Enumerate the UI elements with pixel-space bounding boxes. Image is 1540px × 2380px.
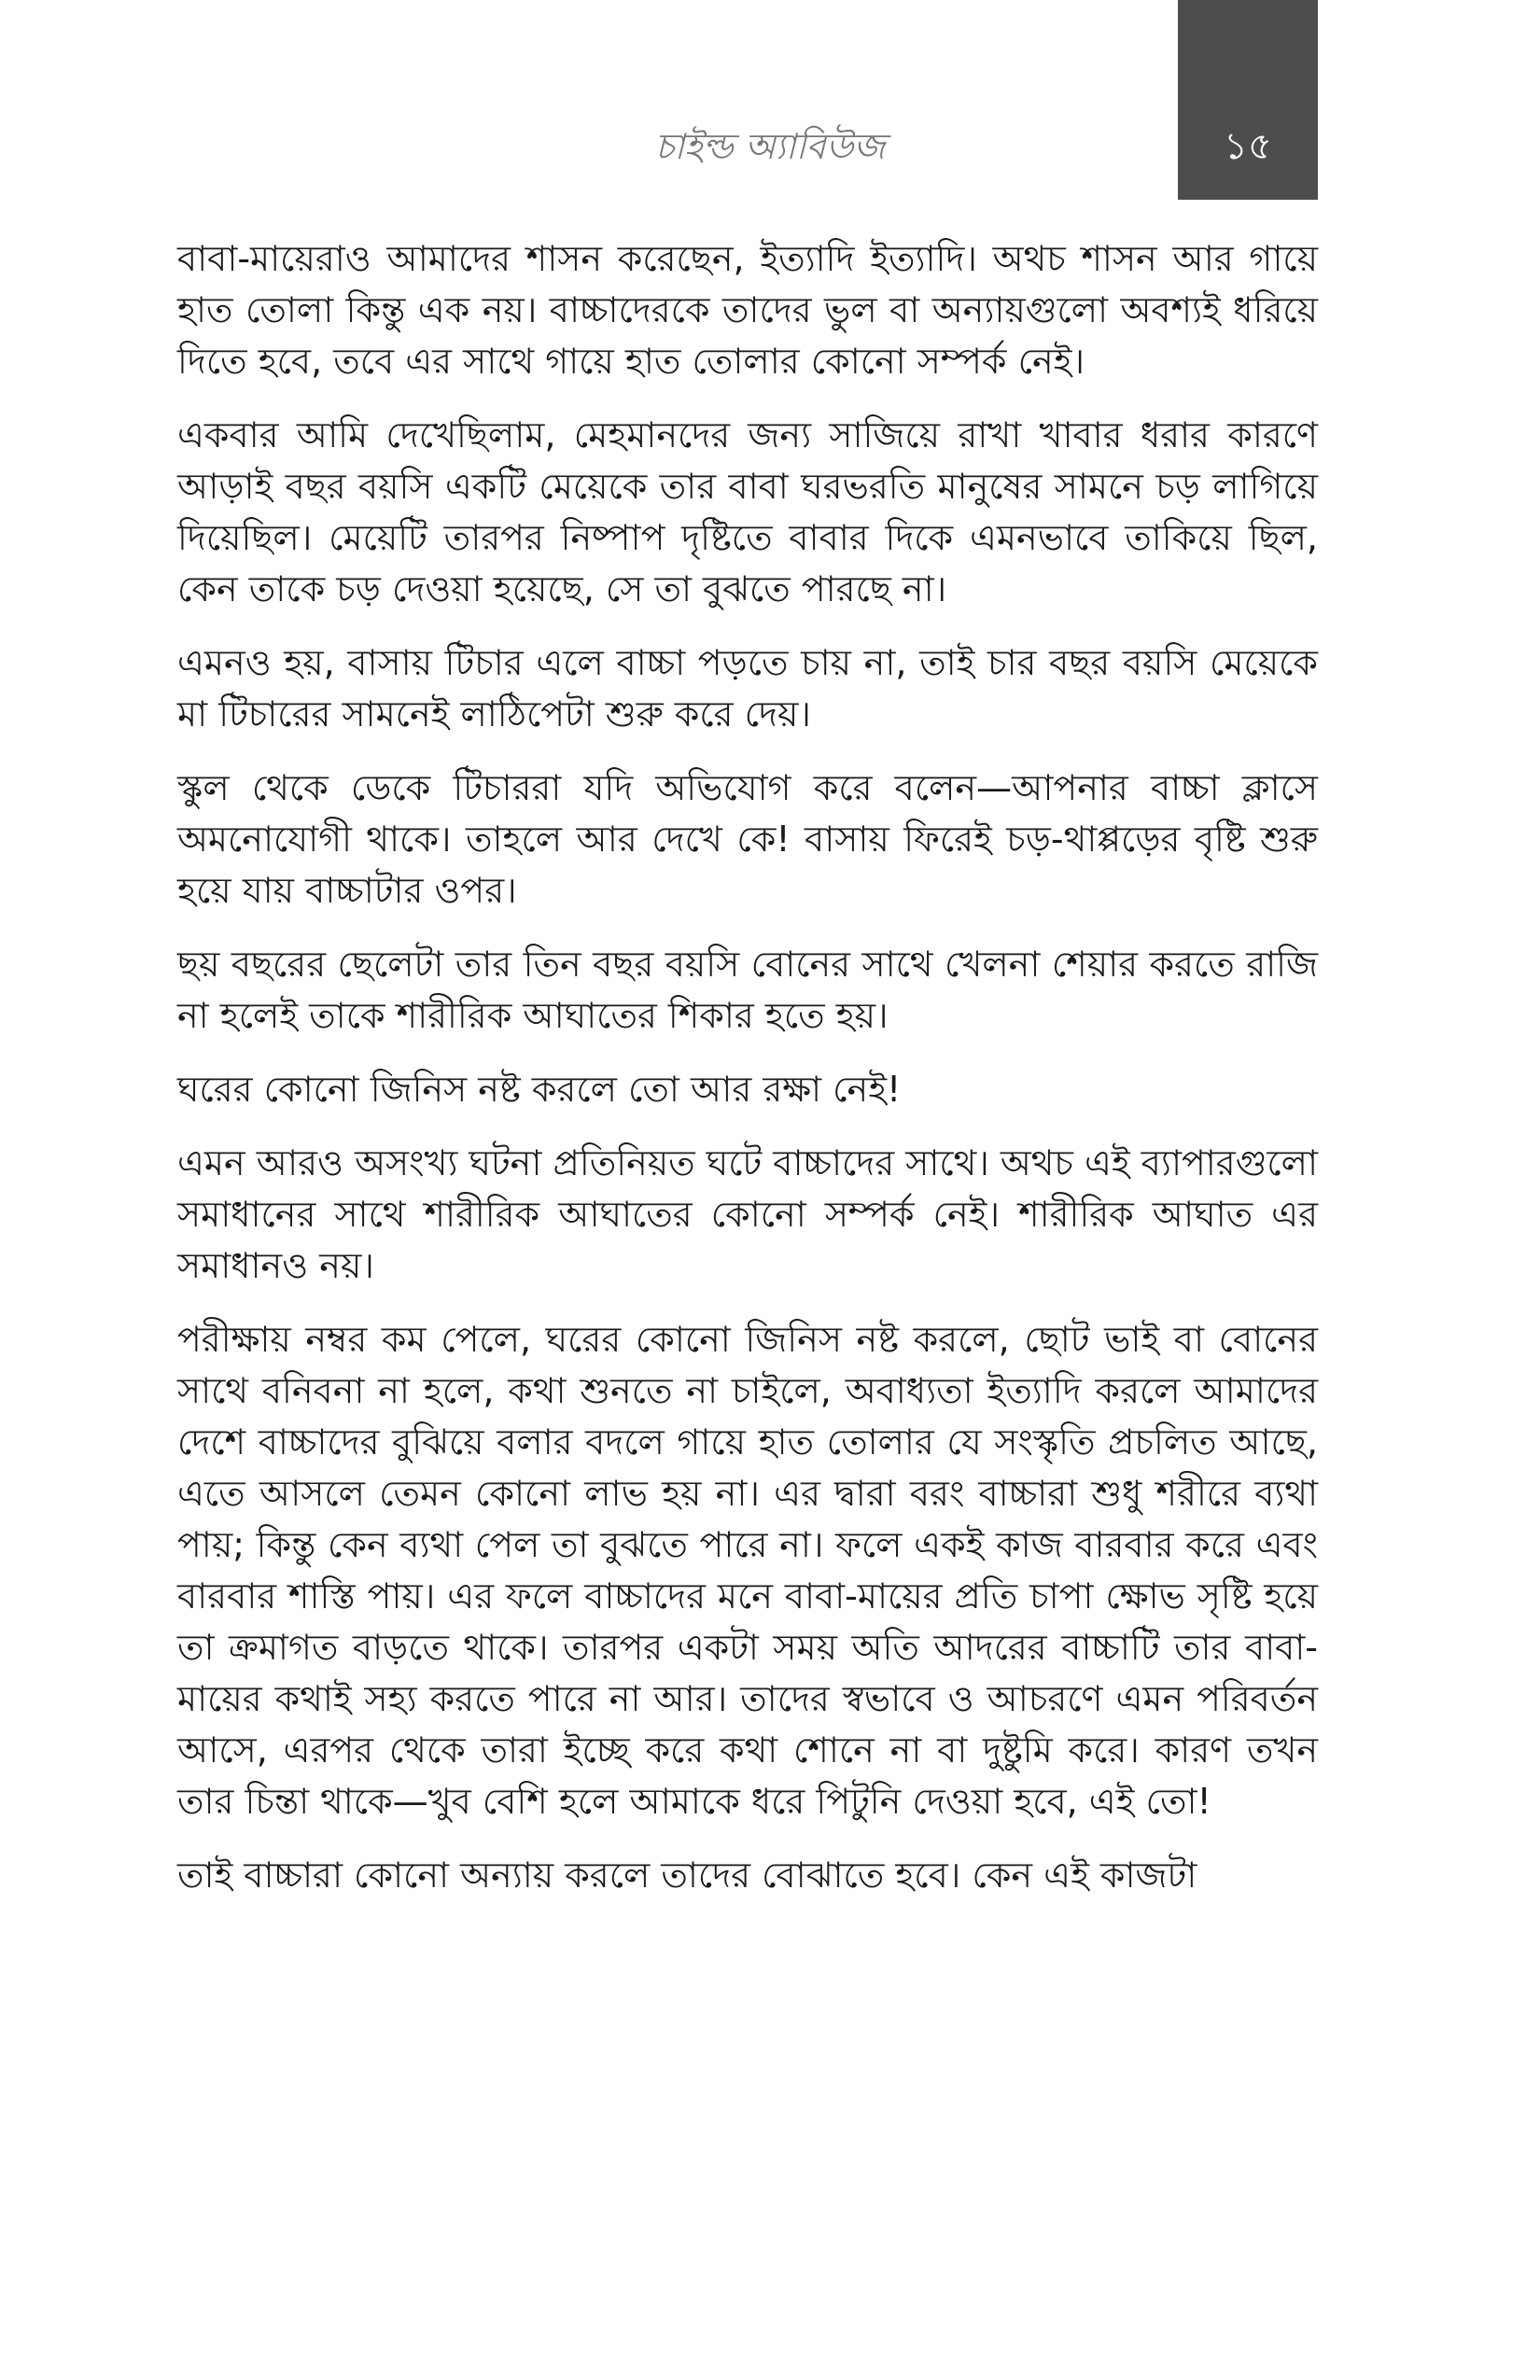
- paragraph: বাবা-মায়েরাও আমাদের শাসন করেছেন, ইত্যাদি ইত্যাদি। অথচ শাসন আর গায়ে হাত তোলা কিন্তু এক নয়। বাচ্চাদেরকে তাদের ভুল বা অন্যায়গুলো অবশ্যই ধরিয়ে দিতে হবে, তবে এর সাথে গায়ে হাত তোলার কোনো সম্পর্ক নেই।: [177, 238, 1318, 382]
- paragraph: ঘরের কোনো জিনিস নষ্ট করলে তো আর রক্ষা নেই!: [177, 1069, 902, 1110]
- running-header-title: চাইল্ড অ্যাবিউজ: [654, 126, 886, 167]
- body-text: [177, 233, 1318, 1924]
- page-number-tab: [1178, 0, 1318, 200]
- paragraph: একবার আমি দেখেছিলাম, মেহমানদের জন্য সাজিয়ে রাখা খাবার ধরার কারণে আড়াই বছর বয়সি একটি মেয়েকে তার বাবা ঘরভরতি মানুষের সামনে চড় লাগিয়ে দিয়েছিল। মেয়েটি তারপর নিষ্পাপ দৃষ্টিতে বাবার দিকে এমনভাবে তাকিয়ে ছিল, কেন তাকে চড় দেওয়া হয়েছে, সে তা বুঝতে পারছে না।: [177, 414, 1318, 609]
- paragraph: এমনও হয়, বাসায় টিচার এলে বাচ্চা পড়তে চায় না, তাই চার বছর বয়সি মেয়েকে মা টিচারের সামনেই লাঠিপেটা শুরু করে দেয়।: [177, 642, 1318, 735]
- paragraph: ছয় বছরের ছেলেটা তার তিন বছর বয়সি বোনের সাথে খেলনা শেয়ার করতে রাজি না হলেই তাকে শারীরিক আঘাতের শিকার হতে হয়।: [177, 944, 1318, 1036]
- page-number: ১৫: [1224, 125, 1272, 168]
- paragraph: এমন আরও অসংখ্য ঘটনা প্রতিনিয়ত ঘটে বাচ্চাদের সাথে। অথচ এই ব্যাপারগুলো সমাধানের সাথে শারীরিক আঘাতের কোনো সম্পর্ক নেই। শারীরিক আঘাত এর সমাধানও নয়।: [177, 1142, 1318, 1286]
- paragraph: স্কুল থেকে ডেকে টিচাররা যদি অভিযোগ করে বলেন—আপনার বাচ্চা ক্লাসে অমনোযোগী থাকে। তাহলে আর দেখে কে! বাসায় ফিরেই চড়-থাপ্পড়ের বৃষ্টি শুরু হয়ে যায় বাচ্চাটার ওপর।: [177, 767, 1318, 911]
- paragraph: তাই বাচ্চারা কোনো অন্যায় করলে তাদের বোঝাতে হবে। কেন এই কাজটা: [177, 1855, 1197, 1896]
- paragraph: পরীক্ষায় নম্বর কম পেলে, ঘরের কোনো জিনিস নষ্ট করলে, ছোট ভাই বা বোনের সাথে বনিবনা না হলে, কথা শুনতে না চাইলে, অবাধ্যতা ইত্যাদি করলে আমাদের দেশে বাচ্চাদের বুঝিয়ে বলার বদলে গায়ে হাত তোলার যে সংস্কৃতি প্রচলিত আছে, এতে আসলে তেমন কোনো লাভ হয় না। এর দ্বারা বরং বাচ্চারা শুধু শরীরে ব্যথা পায়; কিন্তু কেন ব্যথা পেল তা বুঝতে পারে না। ফলে একই কাজ বারবার করে এবং বারবার শাস্তি পায়। এর ফলে বাচ্চাদের মনে বাবা-মায়ের প্রতি চাপা ক্ষোভ সৃষ্টি হয়ে তা ক্রমাগত বাড়তে থাকে। তারপর একটা সময় অতি আদরের বাচ্চাটি তার বাবা-মায়ের কথাই সহ্য করতে পারে না আর। তাদের স্বভাবে ও আচরণে এমন পরিবর্তন আসে, এরপর থেকে তারা ইচ্ছে করে কথা শোনে না বা দুষ্টুমি করে। কারণ তখন তার চিন্তা থাকে—খুব বেশি হলে আমাকে ধরে পিটুনি দেওয়া হবে, এই তো!: [177, 1319, 1318, 1822]
